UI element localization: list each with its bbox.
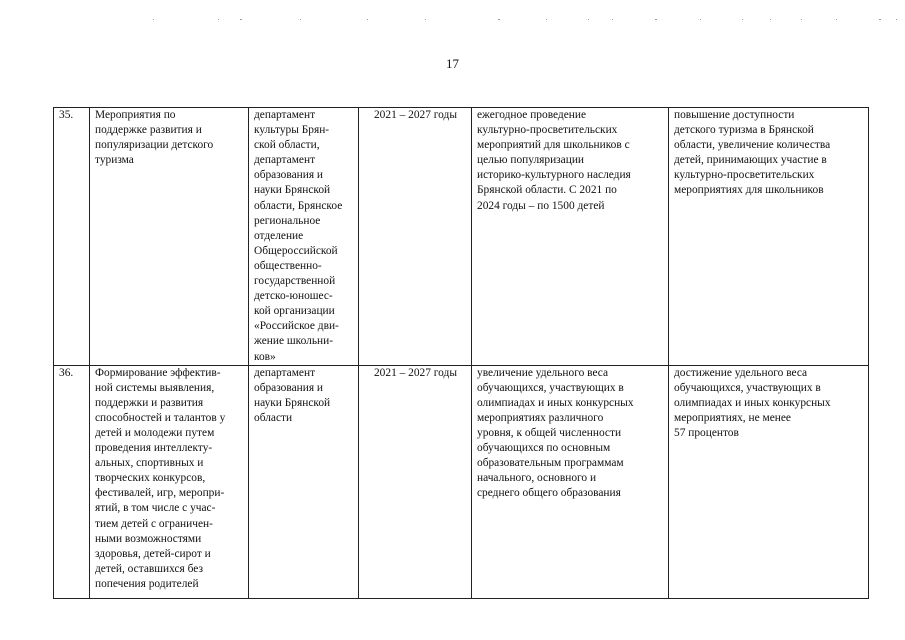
table-row xyxy=(54,108,869,366)
executor-cell: департамент образования и науки Брянской области xyxy=(249,365,359,598)
content-cell: ежегодное проведение культурно-просветительских мероприятий для школьников с целью популяризации историко-культурного наследия Брянской области. С 2021 по 2024 годы – по 1500 детей xyxy=(472,108,669,366)
executor-cell: департамент культуры Брян- ской области, департамент образования и науки Брянской области, Брянское региональное отделение Общероссийской общественно- государственной детско-юношес- кой организации «Российское дви- жение школьни- ков» xyxy=(249,108,359,366)
row-number: 35. xyxy=(54,108,90,366)
result-cell: повышение доступности детского туризма в Брянской области, увеличение количества детей, принимающих участие в культурно-просветительских мероприятиях для школьников xyxy=(669,108,869,366)
measures-table xyxy=(53,107,869,599)
table-row xyxy=(54,365,869,598)
result-cell: достижение удельного веса обучающихся, участвующих в олимпиадах и иных конкурсных мероприятиях, не менее 57 процентов xyxy=(669,365,869,598)
page-number: 17 xyxy=(446,56,459,71)
period-cell: 2021 – 2027 годы xyxy=(359,365,472,598)
row-number: 36. xyxy=(54,365,90,598)
measure-cell: Формирование эффектив- ной системы выявления, поддержки и развития способностей и талантов у детей и молодежи путем проведения интеллекту- альных, спортивных и творческих конкурсов, фестивалей, игр, меропри- ятий, в том числе с учас- тием детей с ограничен- ными возможностями здоровья, детей-сирот и детей, оставшихся без попечения родителей xyxy=(90,365,249,598)
scan-artifact-dots xyxy=(0,18,905,22)
measure-cell: Мероприятия по поддержке развития и популяризации детского туризма xyxy=(90,108,249,366)
content-cell: увеличение удельного веса обучающихся, участвующих в олимпиадах и иных конкурсных мероприятиях различного уровня, к общей численности обучающихся по основным образовательным программам начального, основного и среднего общего образования xyxy=(472,365,669,598)
period-cell: 2021 – 2027 годы xyxy=(359,108,472,366)
